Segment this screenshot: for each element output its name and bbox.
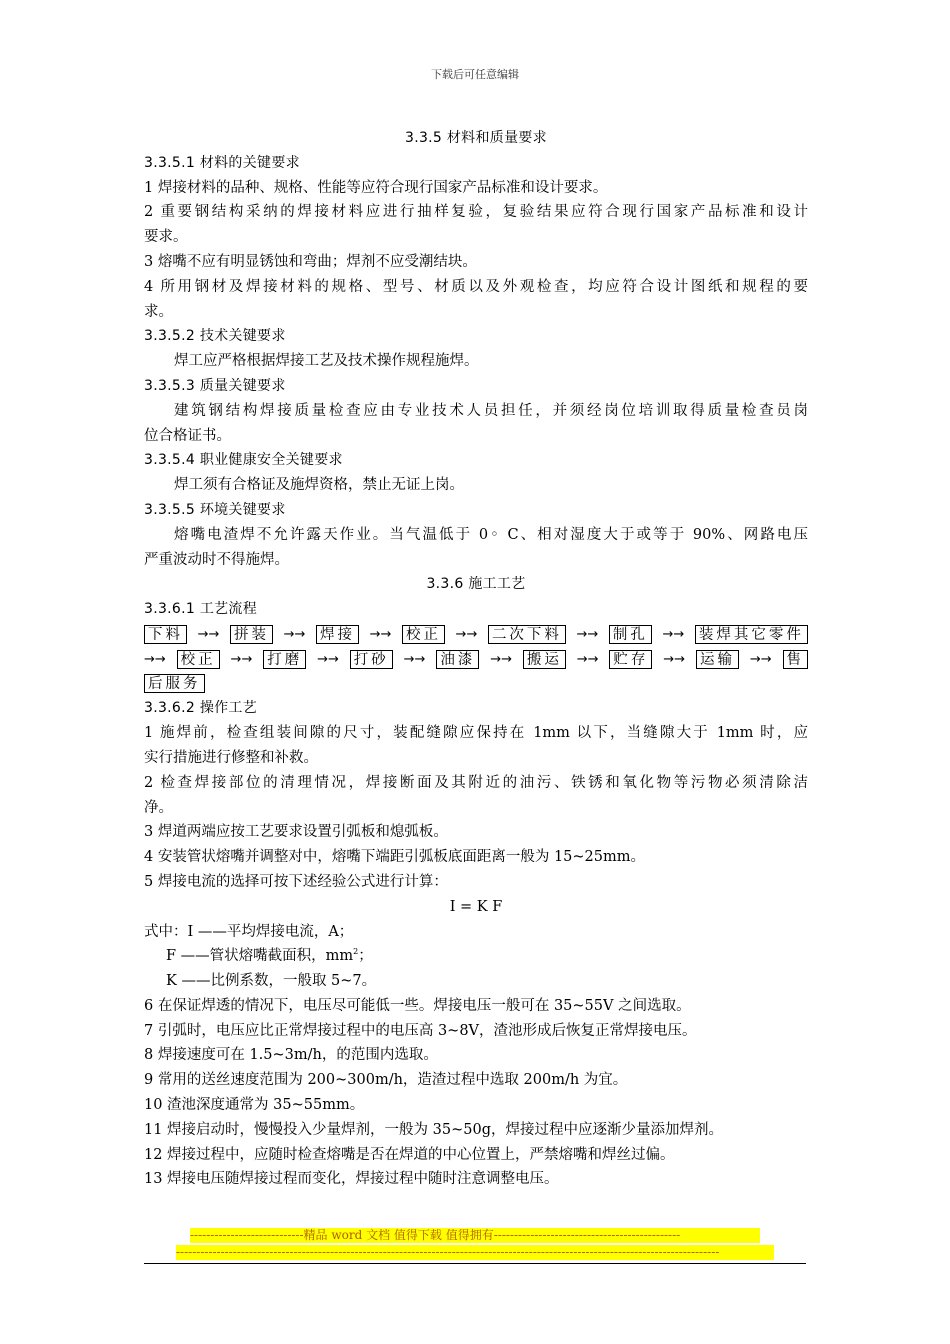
process-flow-row-2: [144, 647, 808, 672]
paragraph: 8 焊接速度可在 1.5~3m/h，的范围内选取。: [144, 1047, 438, 1064]
flow-step: 运输: [696, 650, 739, 669]
flow-arrow-icon: →→: [317, 651, 339, 667]
paragraph: 位合格证书。: [144, 427, 231, 444]
paragraph: 1 焊接材料的品种、规格、性能等应符合现行国家产品标准和设计要求。: [144, 179, 608, 196]
paragraph: 严重波动时不得施焊。: [144, 551, 289, 568]
heading-3354: 3.3.5.4 职业健康安全关键要求: [144, 452, 343, 469]
flow-arrow-icon: →→: [197, 626, 220, 642]
flow-step: 校正: [177, 650, 220, 669]
flow-arrow-icon: →→: [403, 651, 426, 667]
flow-arrow-icon: →→: [230, 651, 253, 667]
paragraph: 7 引弧时，电压应比正常焊接过程中的电压高 3~8V，渣池形成后恢复正常焊接电压。: [144, 1022, 697, 1039]
paragraph: 熔嘴电渣焊不允许露天作业。当气温低于 0◦ C、相对湿度大于或等于 90%、网路电压: [174, 526, 808, 543]
formula-where-line: 式中：I ——平均焊接电流，A；: [144, 923, 354, 940]
flow-step: 打砂: [350, 650, 393, 669]
flow-step: 校正: [402, 625, 445, 644]
flow-arrow-icon: →→: [283, 626, 306, 642]
flow-arrow-icon: →→: [144, 651, 166, 667]
page-header-note: 下载后可任意编辑: [431, 68, 519, 81]
footer-rule: [144, 1263, 806, 1264]
process-flow-row-3: [144, 672, 808, 697]
formula-where-line: [144, 944, 808, 969]
paragraph: 5 焊接电流的选择可按下述经验公式进行计算：: [144, 873, 448, 890]
heading-3361: 3.3.6.1 工艺流程: [144, 601, 258, 618]
flow-step: 贮存: [609, 650, 652, 669]
formula-where-text: F ——管状熔嘴截面积，mm: [166, 948, 354, 965]
flow-step: 后服务: [144, 674, 205, 693]
paragraph: 10 渣池深度通常为 35~55mm。: [144, 1097, 365, 1114]
flow-arrow-icon: →→: [662, 626, 685, 642]
process-flow-row-1: [144, 622, 808, 647]
paragraph: 4 安装管状熔嘴并调整对中，熔嘴下端距引弧板底面距离一般为 15~25mm。: [144, 849, 645, 866]
heading-3352: 3.3.5.2 技术关键要求: [144, 328, 286, 345]
paragraph: 2 重要钢结构采纳的焊接材料应进行抽样复验，复验结果应符合现行国家产品标准和设计: [144, 204, 808, 221]
flow-step: 制孔: [609, 625, 652, 644]
flow-arrow-icon: →→: [576, 651, 599, 667]
paragraph: 要求。: [144, 229, 188, 246]
heading-3351: 3.3.5.1 材料的关键要求: [144, 154, 300, 171]
paragraph: 9 常用的送丝速度范围为 200~300m/h，造渣过程中选取 200m/h 为宜。: [144, 1072, 628, 1089]
heading-3355: 3.3.5.5 环境关键要求: [144, 501, 286, 518]
footer-banner-line: --------------------------------------------------------------------------------------------------------------------------------------: [176, 1245, 774, 1260]
flow-step: 装焊其它零件: [695, 625, 808, 644]
flow-step: 售: [783, 650, 809, 669]
flow-step: 二次下料: [488, 625, 566, 644]
flow-arrow-icon: →→: [490, 651, 512, 667]
paragraph: 实行措施进行修整和补救。: [144, 749, 318, 766]
paragraph: 净。: [144, 799, 173, 816]
flow-arrow-icon: →→: [369, 626, 392, 642]
heading-3362: 3.3.6.2 操作工艺: [144, 700, 258, 717]
formula-where-line: K ——比例系数，一般取 5~7。: [166, 973, 377, 990]
paragraph: 6 在保证焊透的情况下，电压尽可能低一些。焊接电压一般可在 35~55V 之间选取。: [144, 997, 691, 1014]
paragraph: 11 焊接启动时，慢慢投入少量焊剂，一般为 35~50g，焊接过程中应逐渐少量添加焊剂。: [144, 1121, 723, 1138]
paragraph: 3 熔嘴不应有明显锈蚀和弯曲；焊剂不应受潮结块。: [144, 253, 477, 270]
paragraph: 求。: [144, 303, 173, 320]
document-body: [144, 126, 808, 1192]
paragraph: 3 焊道两端应按工艺要求设置引弧板和熄弧板。: [144, 824, 448, 841]
footer-banner-line: ----------------------------精品 word 文档 值得下载 值得拥有----------------------------------------------: [190, 1228, 760, 1243]
flow-arrow-icon: →→: [576, 626, 599, 642]
superscript: 2: [353, 947, 359, 957]
paragraph: 焊工须有合格证及施焊资格，禁止无证上岗。: [174, 477, 464, 494]
flow-step: 搬运: [523, 650, 566, 669]
flow-arrow-icon: →→: [455, 626, 478, 642]
paragraph: 2 检查焊接部位的清理情况，焊接断面及其附近的油污、铁锈和氧化物等污物必须清除洁: [144, 774, 808, 791]
formula-where-end: ；: [358, 948, 373, 965]
flow-step: 油漆: [436, 650, 479, 669]
paragraph: 1 施焊前，检查组装间隙的尺寸，装配缝隙应保持在 1mm 以下，当缝隙大于 1mm 时，应: [144, 725, 808, 742]
paragraph: 13 焊接电压随焊接过程而变化，焊接过程中随时注意调整电压。: [144, 1171, 559, 1188]
flow-step: 打磨: [263, 650, 306, 669]
flow-arrow-icon: →→: [663, 651, 686, 667]
flow-step: 下料: [144, 625, 187, 644]
paragraph: 12 焊接过程中，应随时检查熔嘴是否在焊道的中心位置上，严禁熔嘴和焊丝过偏。: [144, 1146, 675, 1163]
section-title-335: 3.3.5 材料和质量要求: [405, 130, 547, 146]
paragraph: 4 所用钢材及焊接材料的规格、型号、材质以及外观检查，均应符合设计图纸和规程的要: [144, 278, 808, 295]
flow-arrow-icon: →→: [749, 651, 772, 667]
paragraph: 焊工应严格根据焊接工艺及技术操作规程施焊。: [174, 353, 479, 370]
heading-3353: 3.3.5.3 质量关键要求: [144, 377, 286, 394]
formula: I = K F: [449, 898, 503, 915]
flow-step: 拼装: [230, 625, 273, 644]
paragraph: 建筑钢结构焊接质量检查应由专业技术人员担任，并须经岗位培训取得质量检查员岗: [174, 402, 808, 419]
flow-step: 焊接: [316, 625, 359, 644]
section-title-336: 3.3.6 施工工艺: [426, 576, 526, 593]
